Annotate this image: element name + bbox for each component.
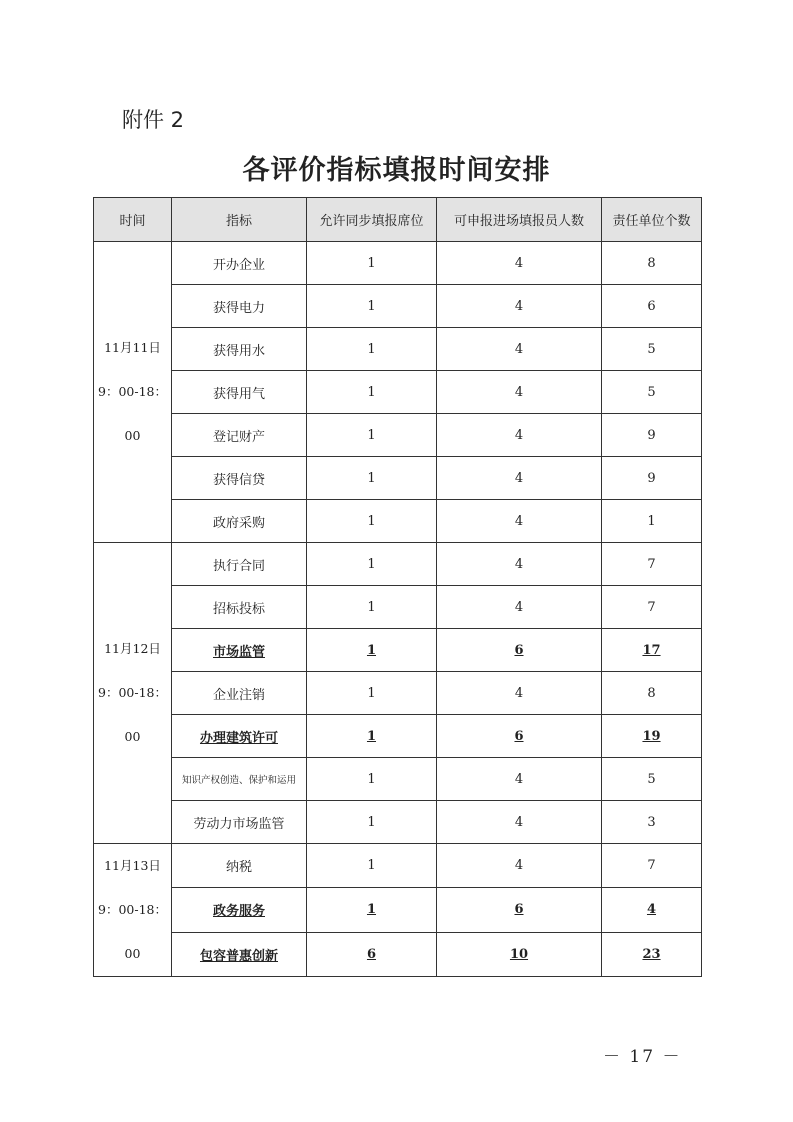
seats-cell (307, 672, 437, 715)
staff-cell (437, 457, 602, 500)
seats-cell-text: 1 (367, 599, 376, 615)
indicator-cell-text: 登记财产 (212, 429, 265, 445)
units-cell-text: 5 (647, 384, 656, 400)
units-cell (602, 715, 702, 758)
indicator-cell (172, 672, 307, 715)
seats-cell-text: 1 (366, 902, 377, 918)
staff-cell (437, 932, 602, 976)
indicator-cell (172, 586, 307, 629)
staff-cell (437, 500, 602, 543)
staff-cell (437, 328, 602, 371)
units-cell-text: 4 (646, 902, 657, 918)
staff-cell (437, 629, 602, 672)
staff-cell-text: 4 (514, 771, 524, 787)
staff-cell (437, 285, 602, 328)
seats-cell (307, 457, 437, 500)
units-cell-text: 3 (647, 814, 656, 830)
time-line: 11月12日 (104, 641, 161, 656)
table-row (94, 500, 702, 543)
staff-cell-text: 6 (514, 728, 524, 744)
seats-cell (307, 586, 437, 629)
seats-cell-text: 1 (367, 814, 376, 830)
seats-cell (307, 328, 437, 371)
units-cell-text: 9 (647, 427, 656, 443)
table-row (94, 844, 702, 888)
units-cell (602, 758, 702, 801)
indicator-cell (172, 371, 307, 414)
indicator-cell (172, 457, 307, 500)
table-row (94, 414, 702, 457)
indicator-cell (172, 242, 307, 285)
staff-cell-text: 6 (514, 642, 524, 658)
units-cell-text: 23 (642, 946, 661, 962)
indicator-cell-text: 企业注销 (212, 687, 265, 703)
indicator-cell-text: 纳税 (225, 860, 252, 876)
seats-cell (307, 371, 437, 414)
staff-cell-text: 4 (514, 298, 524, 314)
indicator-cell-text: 办理建筑许可 (199, 730, 278, 746)
time-line: 9：00-18： (98, 685, 167, 700)
units-cell-text: 8 (647, 685, 656, 701)
indicator-cell (172, 500, 307, 543)
staff-cell (437, 801, 602, 844)
units-cell-text: 17 (642, 642, 661, 658)
staff-cell (437, 888, 602, 932)
time-cell (94, 844, 172, 977)
indicator-cell (172, 543, 307, 586)
indicator-cell-text: 包容普惠创新 (199, 948, 278, 964)
seats-cell (307, 758, 437, 801)
seats-cell (307, 414, 437, 457)
attachment-label: 附件 2 (122, 108, 185, 132)
units-cell-text: 6 (647, 298, 656, 314)
indicator-cell-text: 政务服务 (212, 904, 265, 920)
units-cell (602, 328, 702, 371)
seats-cell-text: 1 (367, 298, 376, 314)
table-row (94, 586, 702, 629)
staff-cell-text: 4 (514, 814, 524, 830)
staff-cell (437, 758, 602, 801)
table-row (94, 629, 702, 672)
staff-cell (437, 242, 602, 285)
seats-cell-text: 1 (367, 427, 376, 443)
header-staff: 可申报进场填报员人数 (437, 198, 602, 242)
seats-cell (307, 888, 437, 932)
seats-cell-text: 6 (366, 946, 377, 962)
staff-cell-text: 4 (514, 470, 524, 486)
page-number: － 17 － (603, 1047, 682, 1067)
indicator-cell (172, 844, 307, 888)
seats-cell-text: 1 (366, 642, 377, 658)
indicator-cell (172, 285, 307, 328)
indicator-cell (172, 888, 307, 932)
staff-cell (437, 543, 602, 586)
seats-cell (307, 242, 437, 285)
units-cell (602, 888, 702, 932)
seats-cell (307, 285, 437, 328)
indicator-cell (172, 414, 307, 457)
indicator-cell (172, 801, 307, 844)
seats-cell-text: 1 (367, 384, 376, 400)
units-cell (602, 457, 702, 500)
seats-cell-text: 1 (367, 556, 376, 572)
page-title: 各评价指标填报时间安排 (242, 155, 551, 186)
indicator-cell-text: 获得用水 (212, 343, 265, 359)
table-row (94, 758, 702, 801)
indicator-cell-text: 劳动力市场监管 (193, 816, 285, 832)
header-seats: 允许同步填报席位 (307, 198, 437, 242)
units-cell (602, 932, 702, 976)
units-cell (602, 586, 702, 629)
indicator-cell-text: 知识产权创造、保护和运用 (181, 775, 296, 786)
staff-cell (437, 715, 602, 758)
seats-cell (307, 801, 437, 844)
units-cell (602, 801, 702, 844)
indicator-cell-text: 招标投标 (212, 601, 265, 617)
header-time: 时间 (94, 198, 172, 242)
time-cell (94, 242, 172, 543)
seats-cell-text: 1 (367, 771, 376, 787)
staff-cell-text: 4 (514, 599, 524, 615)
time-line: 9：00-18： (98, 902, 167, 917)
units-cell-text: 8 (647, 255, 656, 271)
seats-cell-text: 1 (367, 513, 376, 529)
indicator-cell-text: 政府采购 (212, 515, 265, 531)
staff-cell-text: 4 (514, 255, 524, 271)
staff-cell (437, 844, 602, 888)
units-cell (602, 414, 702, 457)
seats-cell-text: 1 (367, 685, 376, 701)
time-line: 11月13日 (104, 858, 161, 873)
seats-cell (307, 715, 437, 758)
table-row (94, 242, 702, 285)
seats-cell (307, 932, 437, 976)
indicator-cell (172, 715, 307, 758)
staff-cell-text: 10 (509, 946, 529, 962)
indicator-cell-text: 开办企业 (212, 257, 265, 273)
staff-cell (437, 414, 602, 457)
staff-cell-text: 4 (514, 384, 524, 400)
units-cell-text: 5 (647, 771, 656, 787)
staff-cell-text: 4 (514, 556, 524, 572)
units-cell-text: 5 (647, 341, 656, 357)
staff-cell (437, 672, 602, 715)
seats-cell-text: 1 (367, 470, 376, 486)
seats-cell (307, 500, 437, 543)
staff-cell-text: 6 (514, 902, 524, 918)
units-cell-text: 7 (647, 556, 656, 572)
table-row (94, 285, 702, 328)
staff-cell-text: 4 (514, 685, 524, 701)
time-line: 11月11日 (104, 340, 161, 355)
indicator-cell-text: 市场监管 (212, 644, 265, 660)
seats-cell-text: 1 (367, 255, 376, 271)
table-row (94, 672, 702, 715)
header-units: 责任单位个数 (602, 198, 702, 242)
time-line: 00 (124, 946, 141, 961)
table-row (94, 715, 702, 758)
seats-cell (307, 844, 437, 888)
indicator-cell-text: 执行合同 (212, 558, 265, 574)
indicator-cell (172, 328, 307, 371)
table-row (94, 328, 702, 371)
units-cell-text: 19 (642, 728, 661, 744)
time-cell (94, 543, 172, 844)
table-row (94, 888, 702, 932)
staff-cell (437, 586, 602, 629)
staff-cell (437, 371, 602, 414)
staff-cell-text: 4 (514, 513, 524, 529)
time-line: 00 (124, 428, 141, 443)
staff-cell-text: 4 (514, 341, 524, 357)
units-cell (602, 543, 702, 586)
units-cell-text: 7 (647, 599, 656, 615)
staff-cell-text: 4 (514, 427, 524, 443)
time-line: 00 (124, 729, 141, 744)
seats-cell-text: 1 (367, 341, 376, 357)
indicator-cell-text: 获得信贷 (212, 472, 265, 488)
table-body (94, 242, 702, 977)
units-cell (602, 242, 702, 285)
units-cell-text: 1 (647, 513, 656, 529)
time-line: 9：00-18： (98, 384, 167, 399)
seats-cell (307, 543, 437, 586)
indicator-cell-text: 获得用气 (212, 386, 265, 402)
indicator-cell-text: 获得电力 (212, 300, 265, 316)
units-cell (602, 371, 702, 414)
units-cell-text: 7 (647, 858, 656, 874)
indicator-cell (172, 629, 307, 672)
indicator-cell (172, 758, 307, 801)
seats-cell (307, 629, 437, 672)
indicator-cell (172, 932, 307, 976)
units-cell (602, 285, 702, 328)
seats-cell-text: 1 (367, 858, 376, 874)
units-cell (602, 629, 702, 672)
units-cell-text: 9 (647, 470, 656, 486)
table-row (94, 457, 702, 500)
units-cell (602, 844, 702, 888)
header-indicator: 指标 (172, 198, 307, 242)
units-cell (602, 500, 702, 543)
header-row (94, 198, 702, 242)
schedule-table (93, 197, 702, 977)
table-header (94, 198, 702, 242)
table-row (94, 371, 702, 414)
table-row (94, 543, 702, 586)
units-cell (602, 672, 702, 715)
staff-cell-text: 4 (514, 858, 524, 874)
table-row (94, 932, 702, 976)
seats-cell-text: 1 (366, 728, 377, 744)
table-row (94, 801, 702, 844)
